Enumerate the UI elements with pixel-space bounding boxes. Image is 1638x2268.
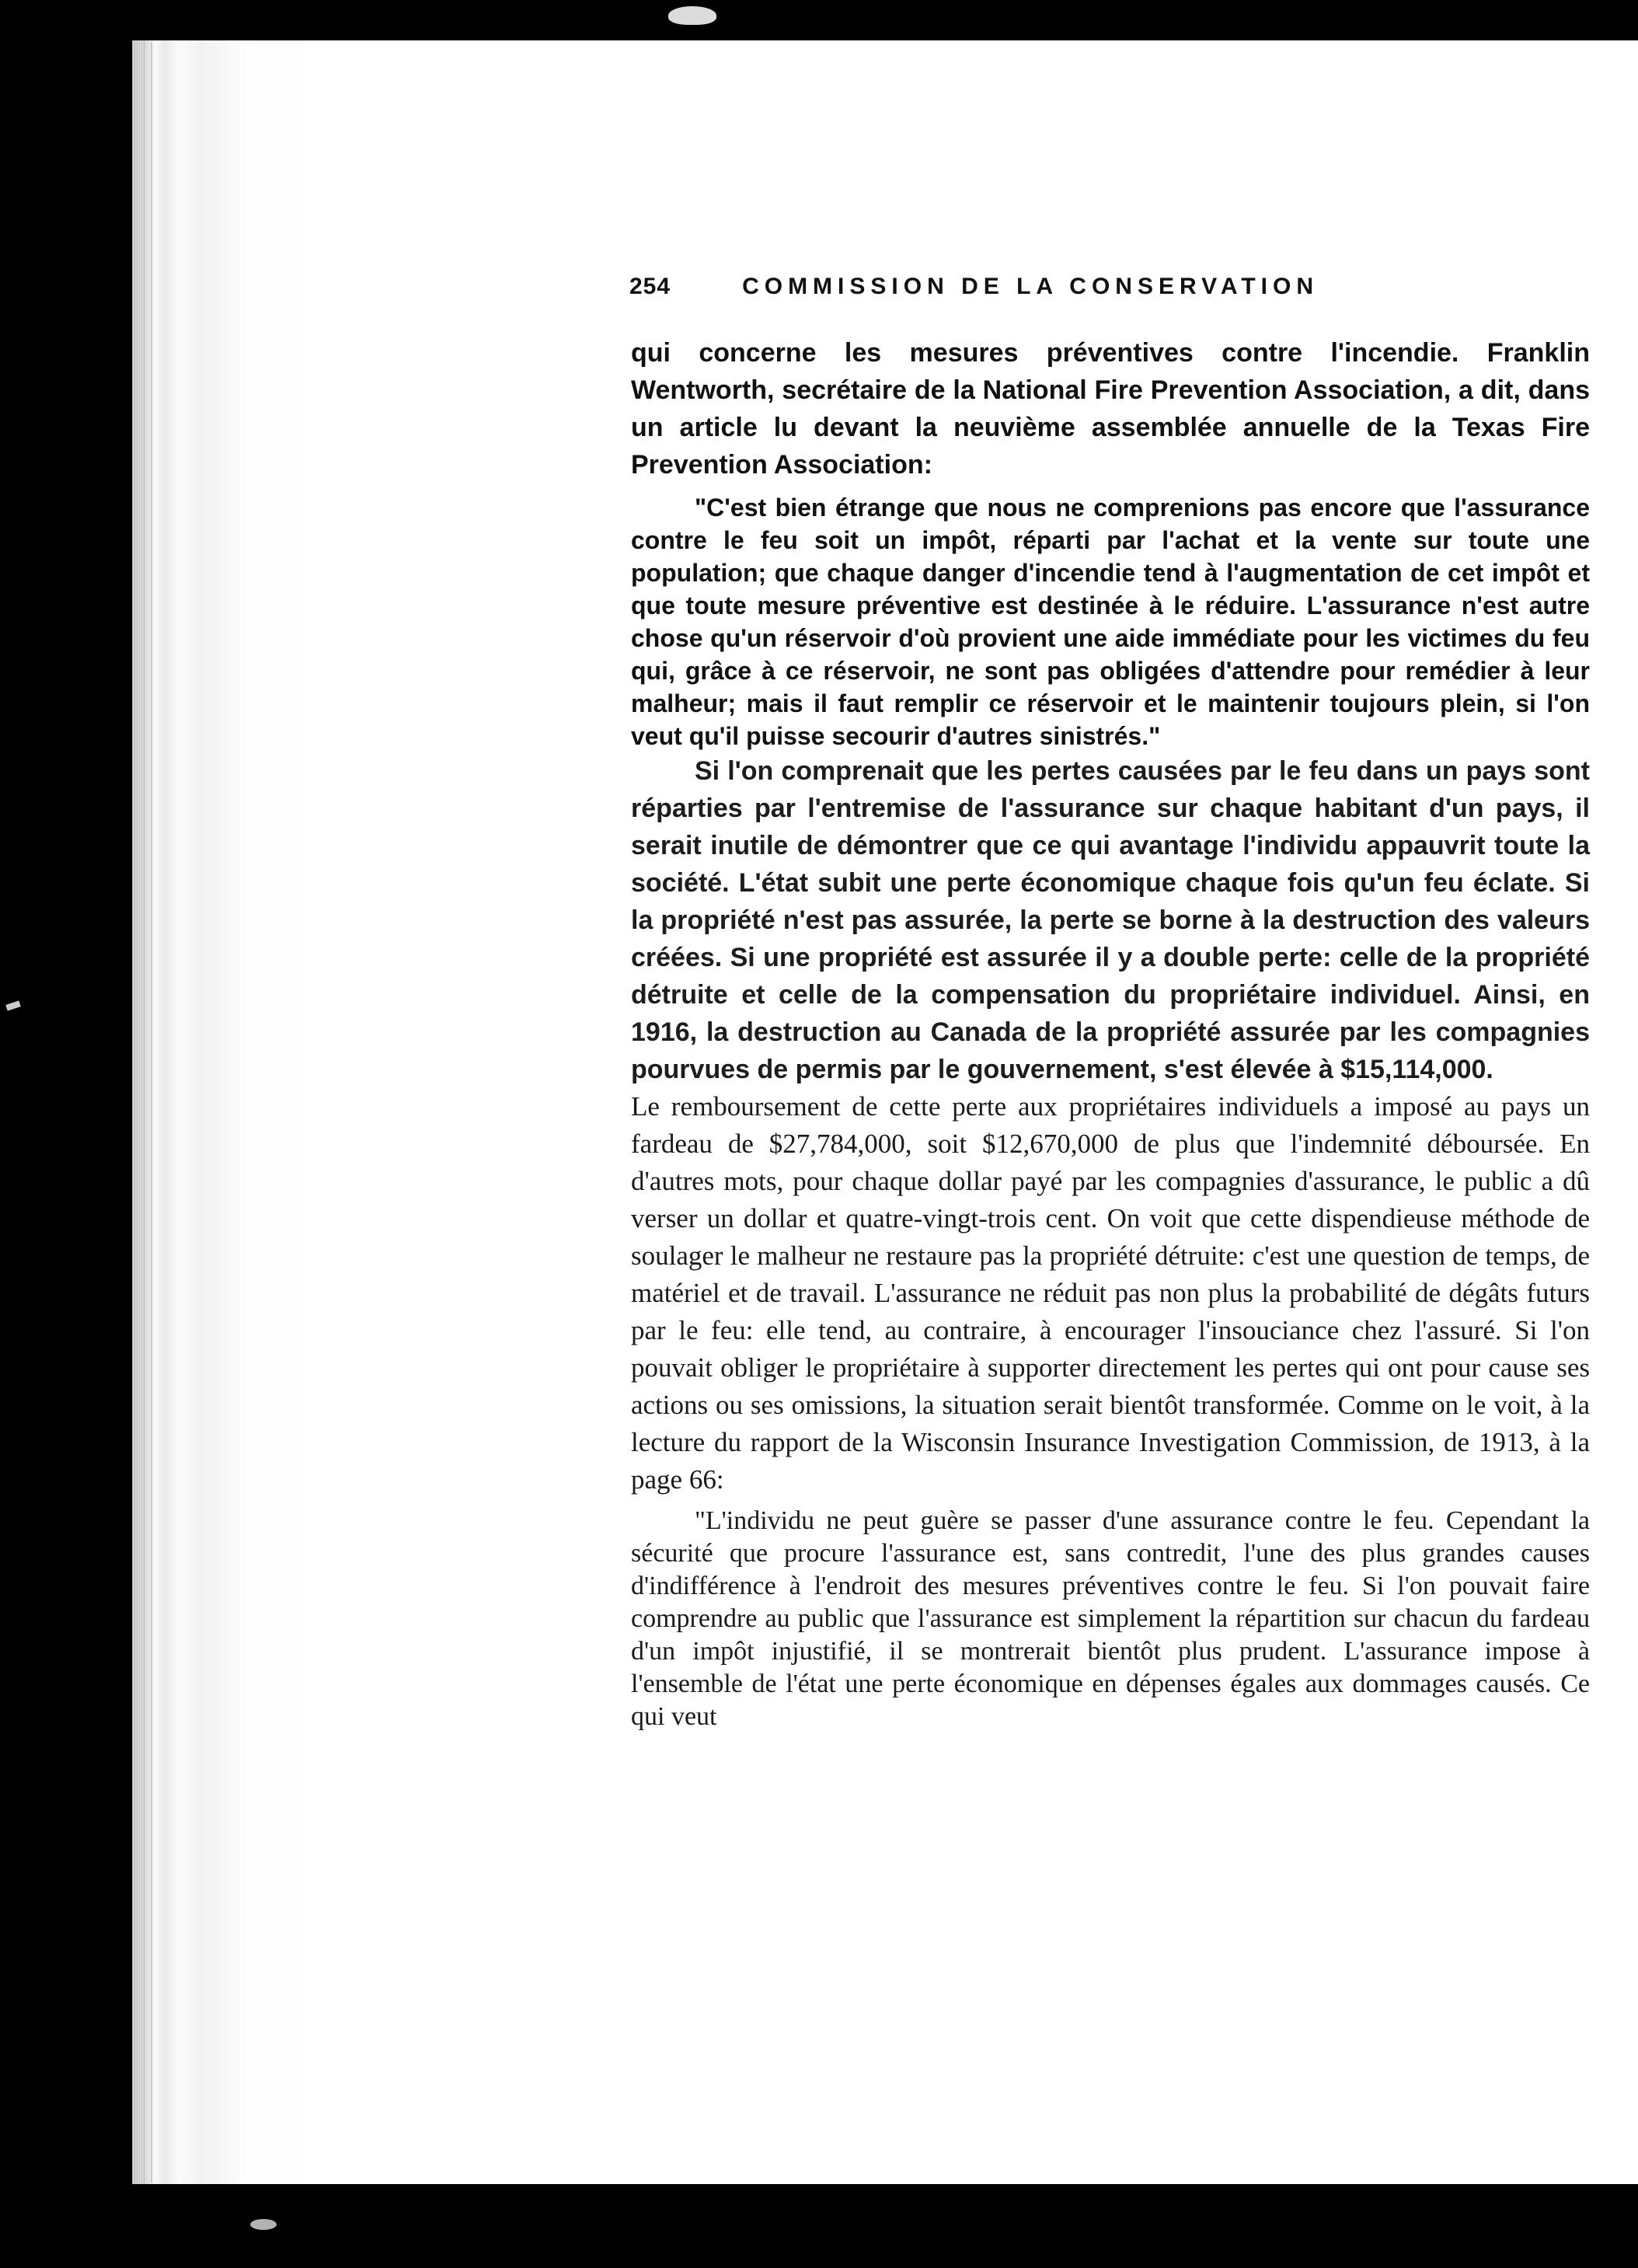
running-head: COMMISSION DE LA CONSERVATION [742,274,1319,299]
paragraph-loss-distribution: Si l'on comprenait que les pertes causées par le feu dans un pays sont réparties par l'entremise de l'assurance sur chaque habitant d'un pays, il serait inutile de démontrer que ce qui avantage l'individu appauvrit toute la société. L'état subit une perte économique chaque fois qu'un feu éclate. Si la propriété n'est pas assurée, la perte se borne à la destruction des valeurs créées. Si une propriété est assurée il y a double perte: celle de la propriété détruite et celle de la compensation du propriétaire individuel. Ainsi, en 1916, la destruction au Canada de la propriété assurée par les compagnies pourvues de permis par le gouvernement, s'est élevée à $15,114,000. [631,756,1590,1084]
quote-wentworth: "C'est bien étrange que nous ne comprenions pas encore que l'assurance contre le feu soit un impôt, réparti par l'achat et la vente sur toute une population; que chaque danger d'incendie tend à l'augmentation de cet impôt et que toute mesure préventive est destinée à le réduire. L'assurance n'est autre chose qu'un réservoir d'où provient une aide immédiate pour les victimes du feu qui, grâce à ce réservoir, ne sont pas obligées d'attendre pour remédier à leur malheur; mais il faut remplir ce réservoir et le maintenir toujours plein, si l'on veut qu'il puisse secourir d'autres sinistrés." [631,494,1590,750]
scan-artifact-bottom [250,2219,277,2230]
page-number: 254 [629,274,671,299]
paragraph-reimbursement: Le remboursement de cette perte aux propriétaires individuels a imposé au pays un fardeau de $27,784,000, soit $12,670,000 de plus que l'indemnité déboursée. En d'autres mots, pour chaque dollar payé par les compagnies d'assurance, le public a dû verser un dollar et quatre-vingt-trois cent. On voit que cette dispendieuse méthode de soulager le malheur ne restaure pas la propriété détruite: c'est une question de temps, de matériel et de travail. L'assurance ne réduit pas non plus la probabilité de dégâts futurs par le feu: elle tend, au contraire, à encourager l'insouciance chez l'assuré. Si l'on pouvait obliger le propriétaire à supporter directement les pertes qui ont pour cause ses actions ou ses omissions, la situation serait bientôt transformée. Comme on le voit, à la lecture du rapport de la Wisconsin Insurance Investigation Commission, de 1913, à la page 66: [631,1091,1590,1495]
page-header [629,267,1469,306]
page-body [631,334,1590,1733]
quote-wisconsin: "L'individu ne peut guère se passer d'une assurance contre le feu. Cependant la sécurité que procure l'assurance est, sans contredit, l'une des plus grandes causes d'indifférence à l'endroit des mesures préventives contre le feu. Si l'on pouvait faire comprendre au public que l'assurance est simplement la répartition sur chacun du fardeau d'un impôt injustifié, il se montrerait bientôt plus prudent. L'assurance impose à l'ensemble de l'état une perte économique en dépenses égales aux dommages causés. Ce qui veut [631,1506,1590,1731]
paragraph-intro: qui concerne les mesures préventives contre l'incendie. Franklin Wentworth, secrétaire de la National Fire Prevention Association, a dit, dans un article lu devant la neuvième assemblée annuelle de la Texas Fire Prevention Association: [631,338,1590,480]
page-fold-line [151,42,152,2183]
page-edge-shadow [132,40,145,2184]
scan-artifact-top [668,6,716,25]
